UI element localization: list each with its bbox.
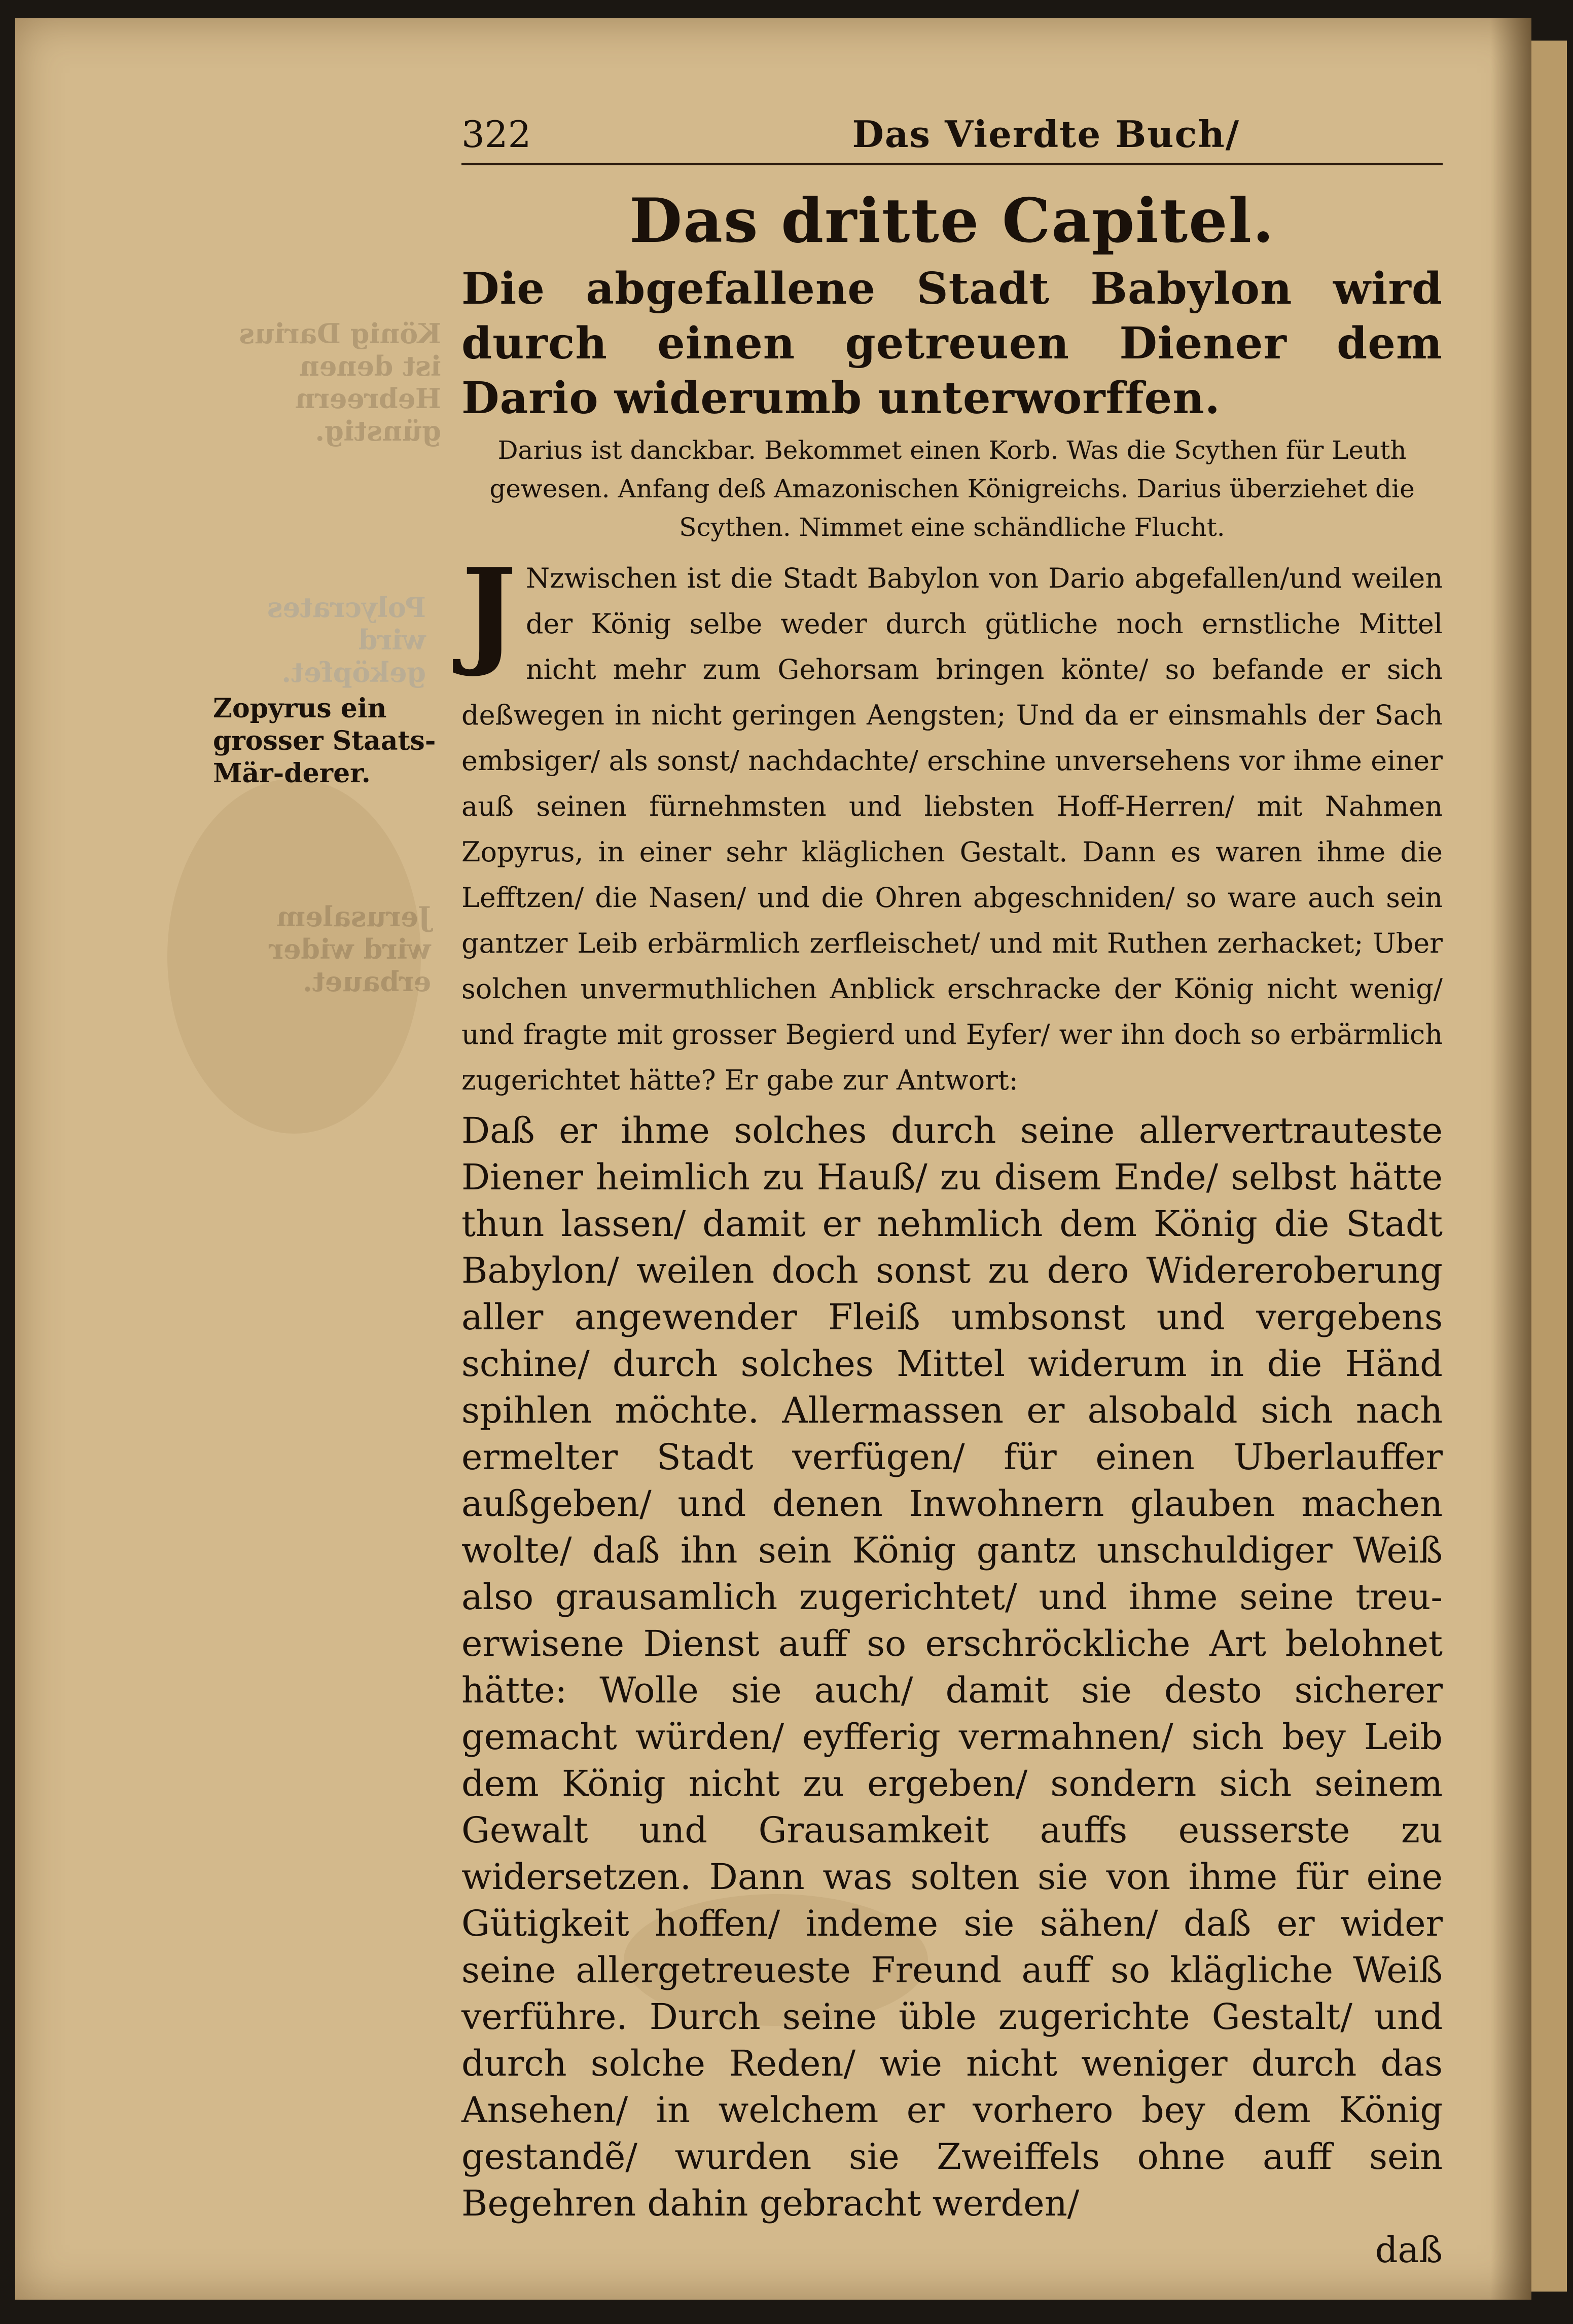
facing-page-edge xyxy=(1531,41,1567,2292)
bleed-through-note: König Darius ist denen Hebreern günstig. xyxy=(239,317,441,447)
chapter-summary: Darius ist danckbar. Bekommet einen Korb. Was die Scythen für Leuth gewesen. Anfang deß Amazonischen Königreichs. Darius überziehet die Scythen. Nimmet eine schändliche Flucht. xyxy=(489,435,1415,542)
drop-cap: J xyxy=(461,543,517,680)
page-number: 322 xyxy=(461,113,531,156)
bleed-through-note: Polycrates wird geköpfet. xyxy=(267,591,426,688)
marginal-note-zopyrus: Zopyrus ein grosser Staats-Mär-derer. xyxy=(213,693,436,789)
body-text-intro: Nzwischen ist die Stadt Babylon von Dario abgefallen/und weilen der König selbe weder durch gütliche noch ernstliche Mittel nicht mehr zum Gehorsam bringen könte/ so befande er sich deßwegen in nicht geringen Aengsten; Und da er einsmahls der Sach embsiger/ als sonst/ nachdachte/ erschine unversehens vor ihme einer auß seinen fürnehmsten und liebsten Hoff-Herren/ mit Nahmen Zopyrus, in einer sehr kläglichen Gestalt. Dann es waren ihme die Lefftzen/ die Nasen/ und die Ohren abgeschniden/ so ware auch sein gantzer Leib erbärmlich zerfleischet/ und mit Ruthen zerhacket; Uber solchen unvermuthlichen Anblick erschracke der König nicht wenig/ und fragte mit grosser Begierd und Eyfer/ wer ihn doch so erbärmlich zugerichtet hätte? Er gabe zur Antwort: xyxy=(461,562,1443,1096)
body-paragraph-intro xyxy=(461,543,1443,1103)
running-title: Das Vierdte Buch/ xyxy=(852,113,1240,156)
catchword: daß xyxy=(1375,2229,1443,2271)
body-paragraph-main: Daß er ihme solches durch seine allervertrauteste Diener heimlich zu Hauß/ zu disem Ende/ selbst hätte thun lassen/ damit er nehmlich dem König die Stadt Babylon/ weilen doch sonst zu dero Widereroberung aller angewender Fleiß umbsonst und vergebens schine/ durch solches Mittel widerum in die Händ spihlen möchte. Allermassen er alsobald sich nach ermelter Stadt verfügen/ für einen Uberlauffer außgeben/ und denen Inwohnern glauben machen wolte/ daß ihn sein König gantz unschuldiger Weiß also grausamlich zugerichtet/ und ihme seine treu-erwisene Dienst auff so erschröckliche Art belohnet hätte: Wolle sie auch/ damit sie desto sicherer gemacht würden/ eyfferig vermahnen/ sich bey Leib dem König nicht zu ergeben/ sondern sich seinem Gewalt und Grausamkeit auffs eusserste zu widersetzen. Dann was solten sie von ihme für eine Gütigkeit hoffen/ indeme sie sähen/ daß er wider seine allergetreueste Freund auff so klägliche Weiß verführe. Durch seine üble zugerichte Gestalt/ und durch solche Reden/ wie nicht weniger durch das Ansehen/ in welchem er vorhero bey dem König gestandẽ/ wurden sie Zweiffels ohne auff sein Begehren dahin gebracht werden/ xyxy=(461,1110,1443,2224)
chapter-title: Das dritte Capitel. xyxy=(629,185,1275,257)
text-block xyxy=(461,109,1443,2273)
gutter-shadow xyxy=(1491,18,1531,2300)
running-head xyxy=(461,109,1443,165)
chapter-summary-headline: Die abgefallene Stadt Babylon wird durch einen getreuen Diener dem Dario widerumb unterworffen. xyxy=(461,263,1443,424)
bleed-through-note: Jerusalem wird wider erbauet. xyxy=(269,900,431,998)
